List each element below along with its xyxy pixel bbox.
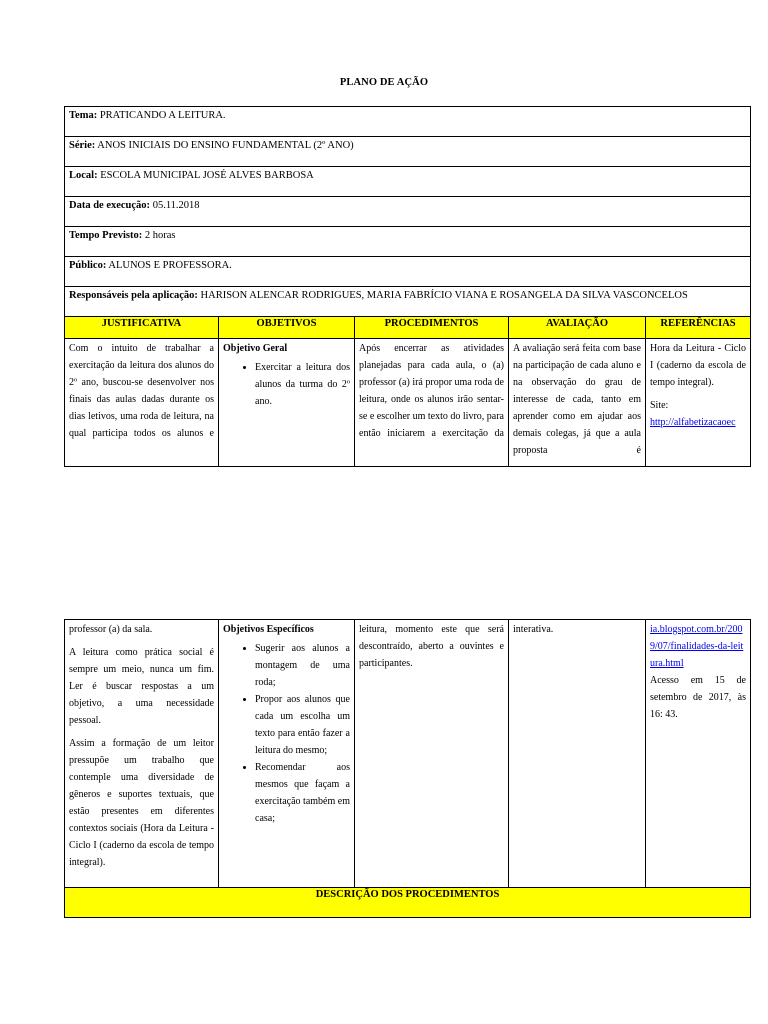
header-referencias: REFERÊNCIAS xyxy=(646,317,751,339)
descricao-row xyxy=(65,888,751,918)
header-avaliacao: AVALIAÇÃO xyxy=(509,317,646,339)
header-procedimentos: PROCEDIMENTOS xyxy=(355,317,509,339)
referencias-link[interactable]: http://alfabetizacaoec xyxy=(650,417,736,428)
info-value: ANOS INICIAIS DO ENSINO FUNDAMENTAL (2º ANO) xyxy=(97,140,354,151)
plan-table-page2 xyxy=(64,619,751,918)
info-row-local xyxy=(65,167,751,197)
avaliacao-text: A avaliação será feita com base na participação de cada aluno e na observação do grau de interesse de cada, tanto em aprender como em ajudar aos demais colegas, já que a aula proposta é xyxy=(513,343,641,456)
referencias-site-label: Site: xyxy=(650,400,669,411)
info-value: HARISON ALENCAR RODRIGUES, MARIA FABRÍCIO VIANA E ROSANGELA DA SILVA VASCONCELOS xyxy=(200,290,688,301)
info-row-tempo xyxy=(65,227,751,257)
info-value: 2 horas xyxy=(144,230,176,241)
justificativa-paragraph: Assim a formação de um leitor pressupõe um trabalho que contemple uma diversidade de gêneros e suportes textuais, que estão presentes em diferentes contextos sociais (Hora da Leitura - Ciclo I (caderno da escola de tempo integral). xyxy=(69,738,214,868)
info-label: Responsáveis pela aplicação: xyxy=(69,290,198,301)
info-row-publico xyxy=(65,257,751,287)
objetivo-geral-title: Objetivo Geral xyxy=(223,343,288,354)
header-objetivos: OBJETIVOS xyxy=(219,317,355,339)
objetivos-especificos-title: Objetivos Específicos xyxy=(223,624,314,635)
info-row-serie xyxy=(65,137,751,167)
descricao-header: DESCRIÇÃO DOS PROCEDIMENTOS xyxy=(65,888,751,918)
avaliacao-text-cont: interativa. xyxy=(513,624,554,635)
info-label: Tempo Previsto: xyxy=(69,230,143,241)
info-row-data xyxy=(65,197,751,227)
justificativa-text: Com o intuito de trabalhar a exercitação da leitura dos alunos do 2º ano, buscou-se desenvolver nos finais das aulas dadas durante os dias letivos, uma roda de leitura, na qual participa todos os alunos e xyxy=(69,343,214,439)
referencias-text: Hora da Leitura - Ciclo I (caderno da escola de tempo integral). xyxy=(650,343,746,388)
page-title: PLANO DE AÇÃO xyxy=(339,77,429,88)
info-value: ALUNOS E PROFESSORA. xyxy=(108,260,232,271)
procedimentos-text-cont: leitura, momento este que será descontraído, aberto a ouvintes e participantes. xyxy=(359,624,504,669)
info-label: Tema: xyxy=(69,110,98,121)
column-header-row xyxy=(65,317,751,339)
info-label: Série: xyxy=(69,140,96,151)
objetivo-geral-list xyxy=(223,359,350,410)
list-item: • Exercitar a leitura dos alunos da turma do 2º ano. xyxy=(255,359,350,410)
justificativa-cont: professor (a) da sala. xyxy=(69,624,153,635)
content-row-page2 xyxy=(65,620,751,888)
info-value: PRATICANDO A LEITURA. xyxy=(99,110,226,121)
referencias-link-cont[interactable]: ia.blogspot.com.br/2009/07/finalidades-da-leitura.html xyxy=(650,624,744,669)
info-row-tema xyxy=(65,107,751,137)
info-value: ESCOLA MUNICIPAL JOSÉ ALVES BARBOSA xyxy=(100,170,314,181)
list-item: • Recomendar aos mesmos que façam a exercitação também em casa; xyxy=(255,759,350,827)
info-value: 05.11.2018 xyxy=(152,200,200,211)
referencias-access: Acesso em 15 de setembro de 2017, às 16: 43. xyxy=(650,675,746,720)
header-justificativa: JUSTIFICATIVA xyxy=(65,317,219,339)
info-label: Data de execução: xyxy=(69,200,151,211)
content-row-page1 xyxy=(65,339,751,467)
info-label: Local: xyxy=(69,170,98,181)
list-item: • Sugerir aos alunos a montagem de uma roda; xyxy=(255,640,350,691)
list-item: • Propor aos alunos que cada um escolha um texto para então fazer a leitura do mesmo; xyxy=(255,691,350,759)
procedimentos-text: Após encerrar as atividades planejadas para cada aula, o (a) professor (a) irá propor uma roda de leitura, onde os alunos irão sentar-se e escolher um texto do livro, para então iniciarem a exercitação da xyxy=(359,343,504,439)
info-row-responsaveis xyxy=(65,287,751,317)
justificativa-paragraph: A leitura como prática social é sempre um meio, nunca um fim. Ler é buscar respostas a um objetivo, a uma necessidade pessoal. xyxy=(69,647,214,726)
plan-table-page1 xyxy=(64,106,751,467)
info-label: Público: xyxy=(69,260,107,271)
objetivos-especificos-list xyxy=(223,640,350,827)
